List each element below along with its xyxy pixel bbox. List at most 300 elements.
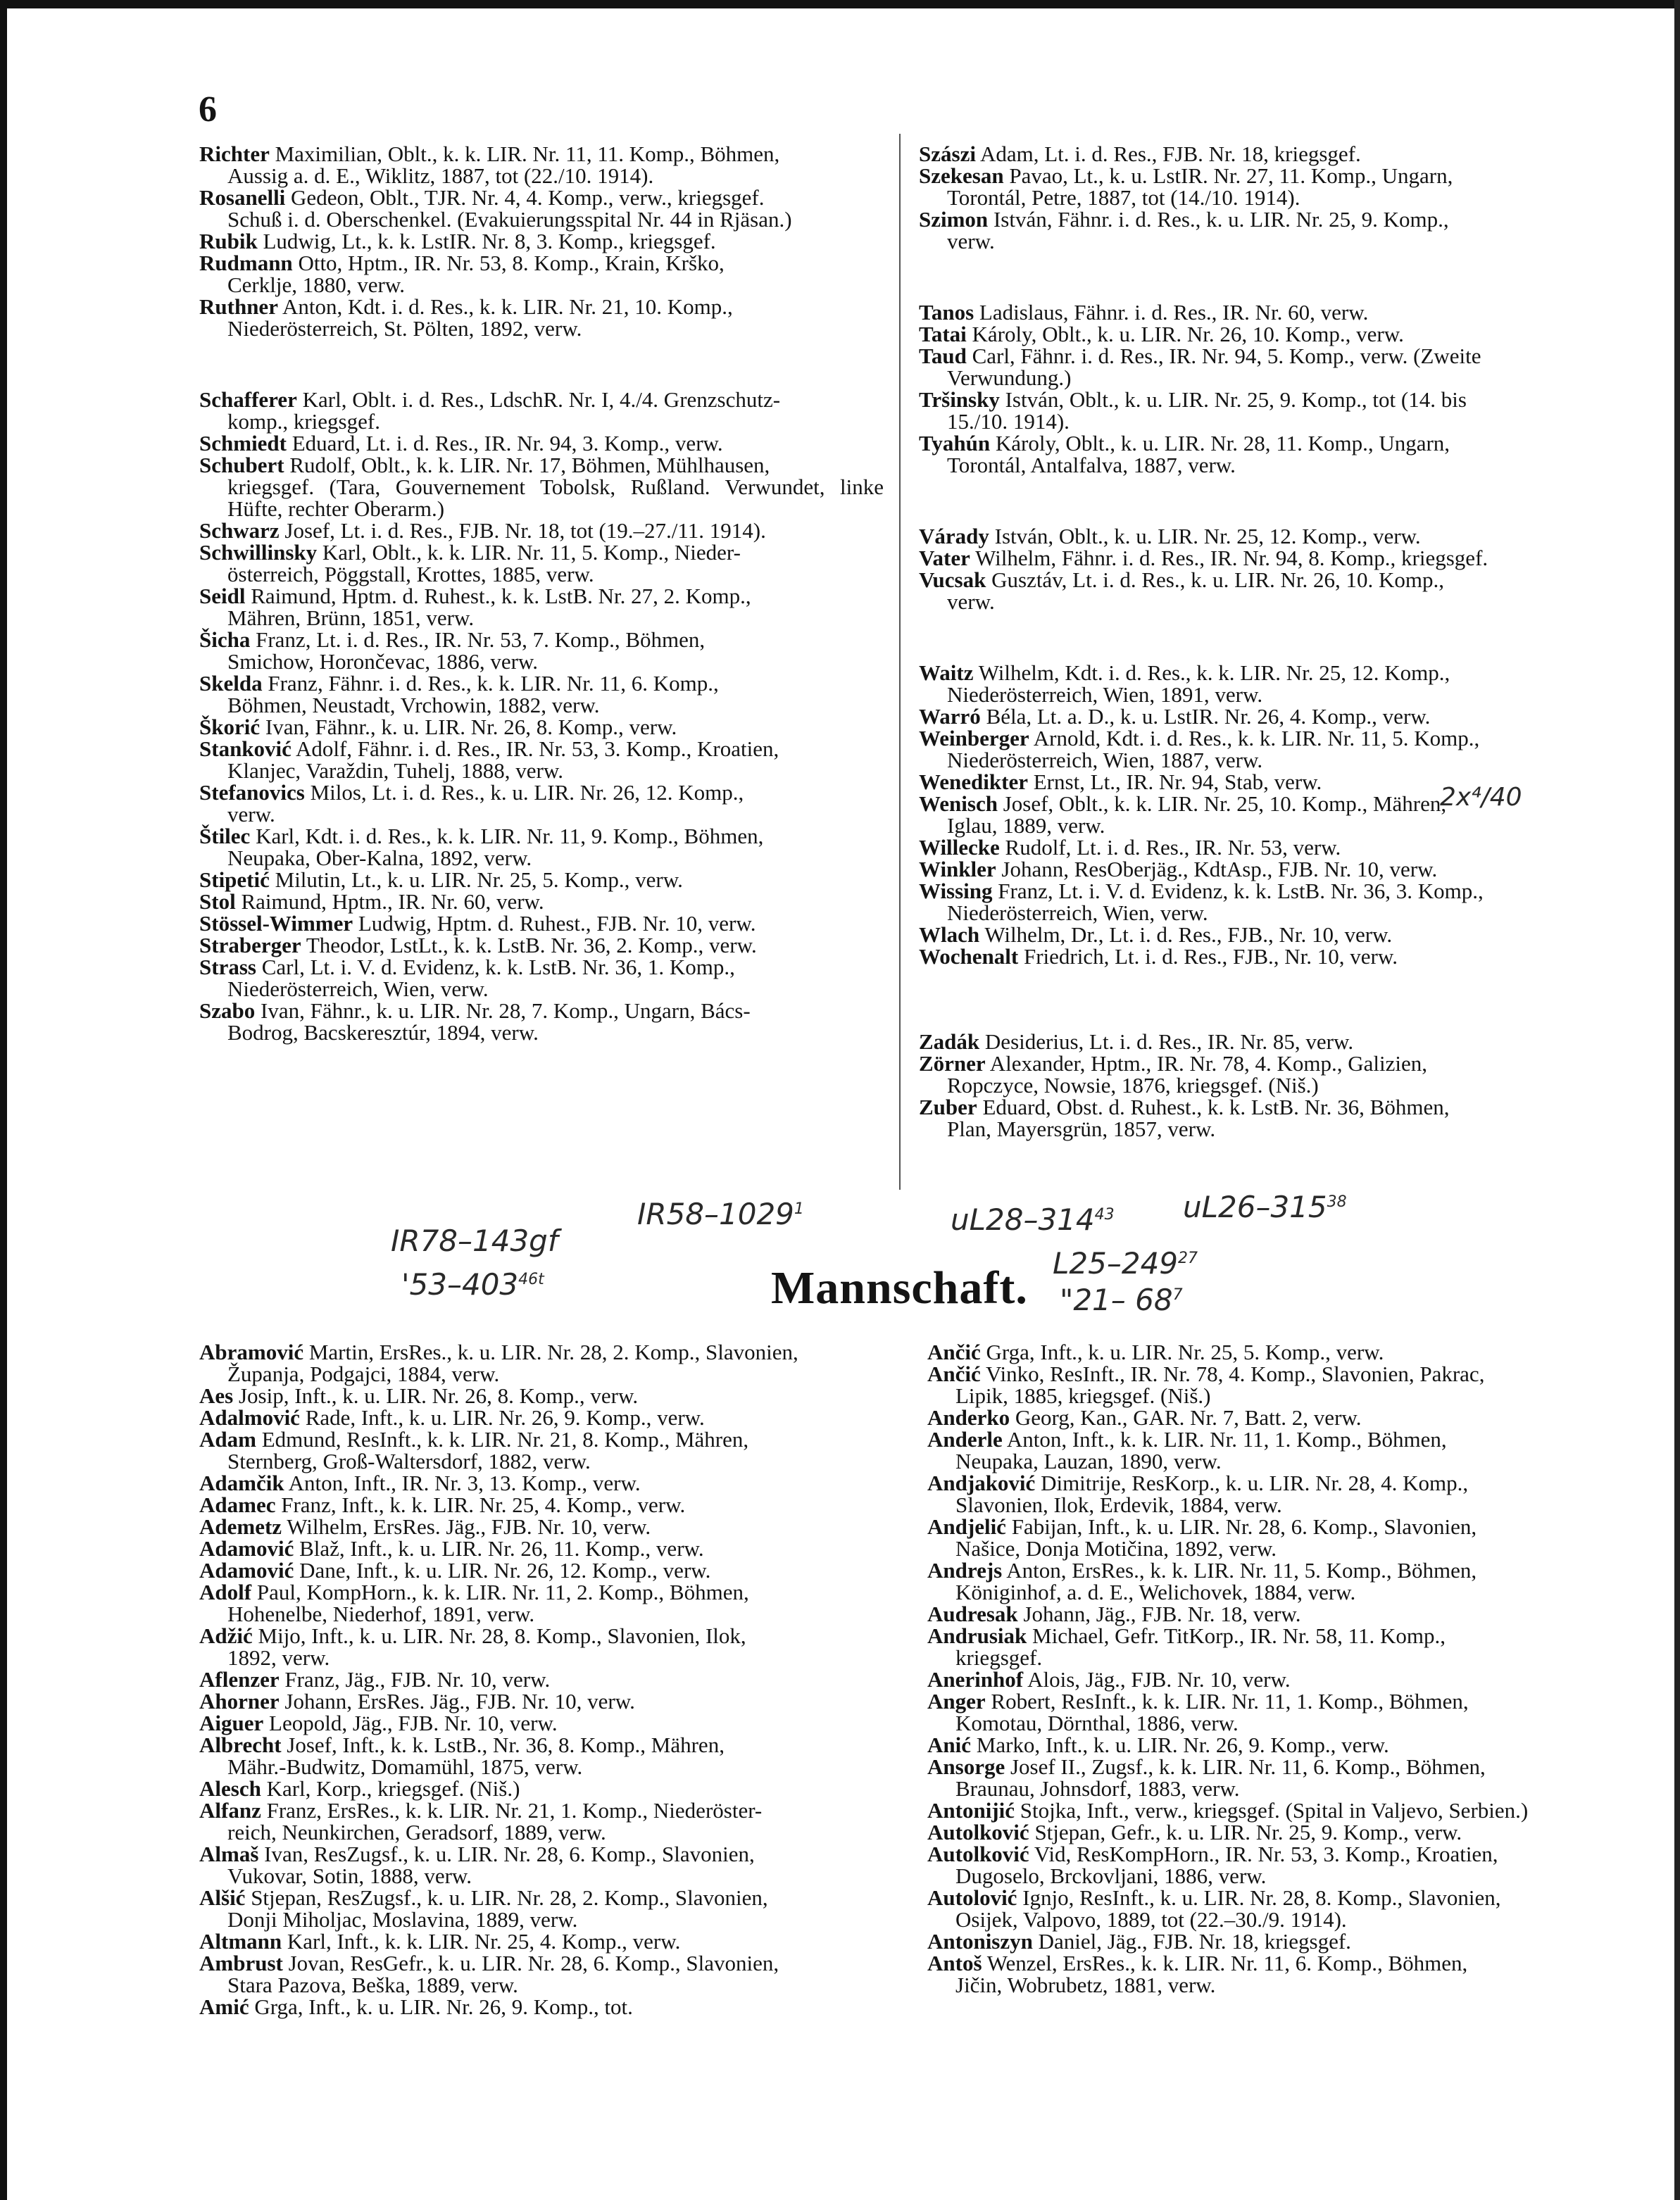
list-entry [199,1428,903,1472]
entry-surname: Adžić [199,1623,253,1648]
entry-continuation: Vukovar, Sotin, 1888, verw. [227,1863,472,1888]
list-entry [919,525,1616,547]
list-entry [919,727,1616,771]
entry-surname: Richter [199,142,270,166]
list-entry [927,1734,1617,1756]
entry-surname: Autolković [927,1820,1029,1844]
entry-details: Martin, ErsRes., k. u. LIR. Nr. 28, 2. Komp., Slavonien, [308,1340,798,1364]
entry-continuation: Niederösterreich, Wien, 1891, verw. [947,682,1263,707]
list-entry [199,541,884,585]
entry-surname: Zörner [919,1051,986,1076]
entry-continuation: Našice, Donja Motičina, 1892, verw. [955,1536,1277,1561]
entry-continuation: Dugoselo, Brckovljani, 1886, verw. [955,1863,1267,1888]
entry-details: István, Oblt., k. u. LIR. Nr. 25, 12. Komp., verw. [994,524,1421,548]
entry-details: Stjepan, Gefr., k. u. LIR. Nr. 25, 9. Komp., verw. [1034,1820,1462,1844]
entry-continuation: Mähr.-Budwitz, Domamühl, 1875, verw. [227,1754,583,1779]
entry-details: Rudolf, Oblt., k. k. LIR. Nr. 17, Böhmen, Mühlhausen, [289,453,770,477]
list-entry [199,1996,903,2018]
entry-continuation: Verwundung.) [947,365,1072,390]
entry-surname: Adolf [199,1580,252,1604]
entry-surname: Schmiedt [199,431,287,455]
entry-continuation: Neupaka, Ober-Kalna, 1892, verw. [227,846,532,870]
entry-details: Pavao, Lt., k. u. LstIR. Nr. 27, 11. Komp., Ungarn, [1009,163,1453,188]
entry-continuation: komp., kriegsgef. [227,409,380,434]
entry-surname: Anderko [927,1405,1010,1430]
list-entry [927,1821,1617,1843]
entry-surname: Schwillinsky [199,540,318,565]
entry-continuation: Jičin, Wobrubetz, 1881, verw. [955,1973,1216,1997]
entry-surname: Szászi [919,142,976,166]
entry-surname: Šicha [199,627,251,652]
entry-details: Károly, Oblt., k. u. LIR. Nr. 28, 11. Komp., Ungarn, [995,431,1450,455]
entry-continuation: Donji Miholjac, Moslavina, 1889, verw. [227,1907,578,1932]
entry-details: István, Oblt., k. u. LIR. Nr. 25, 9. Komp., tot (14. bis [1005,387,1467,412]
entry-continuation: Iglau, 1889, verw. [947,813,1105,838]
list-entry [919,880,1616,924]
entry-surname: Audresak [927,1602,1018,1626]
list-entry [199,1799,903,1843]
scan-border-right [1674,0,1680,2200]
list-entry [927,1341,1617,1363]
entry-details: Anton, Inft., IR. Nr. 3, 13. Komp., verw. [288,1471,641,1495]
list-entry [919,705,1616,727]
entry-surname: Tyahún [919,431,991,455]
list-entry [199,296,884,339]
entry-details: Anton, ErsRes., k. k. LIR. Nr. 11, 5. Komp., Böhmen, [1006,1558,1477,1583]
entry-surname: Ančić [927,1362,981,1386]
entry-details: Blaž, Inft., k. u. LIR. Nr. 26, 11. Komp., verw. [299,1536,704,1561]
entry-continuation: Aussig a. d. E., Wiklitz, 1887, tot (22./10. 1914). [227,163,654,188]
list-entry [199,738,884,781]
entry-continuation: Torontál, Petre, 1887, tot (14./10. 1914). [947,185,1300,210]
list-entry [199,454,884,520]
entry-surname: Alesch [199,1776,261,1801]
entry-details: Raimund, Hptm., IR. Nr. 60, verw. [241,889,544,914]
entry-details: Alois, Jäg., FJB. Nr. 10, verw. [1027,1667,1291,1692]
entry-details: Leopold, Jäg., FJB. Nr. 10, verw. [269,1711,558,1735]
men-right-column [927,1341,1617,1996]
entry-details: Franz, ErsRes., k. k. LIR. Nr. 21, 1. Komp., Niederöster- [266,1798,763,1823]
entry-details: Ludwig, Hptm. d. Ruhest., FJB. Nr. 10, verw. [358,911,756,936]
entry-continuation: Niederösterreich, Wien, 1887, verw. [947,748,1263,772]
entry-surname: Szekesan [919,163,1004,188]
entry-continuation: kriegsgef. [955,1645,1043,1670]
entry-details: Karl, Oblt. i. d. Res., LdschR. Nr. I, 4./4. Grenzschutz- [302,387,781,412]
handwritten-note: 2x⁴/40 [1440,783,1522,812]
handwritten-note: $uL26-315^{38}$ [1183,1190,1347,1224]
list-entry [919,547,1616,569]
entry-surname: Willecke [919,835,1000,860]
entry-continuation: Komotau, Dörnthal, 1886, verw. [955,1711,1239,1735]
list-entry [199,1843,903,1887]
entry-surname: Schubert [199,453,284,477]
handwritten-note: "21– $68^7$ [1060,1283,1183,1317]
entry-details: Vid, ResKompHorn., IR. Nr. 53, 3. Komp., Kroatien, [1034,1842,1498,1866]
list-entry [199,672,884,716]
entry-surname: Wenedikter [919,769,1028,794]
entry-surname: Wochenalt [919,944,1019,969]
list-entry [199,1494,903,1516]
entry-details: Josef, Oblt., k. k. LIR. Nr. 25, 10. Komp., Mähren, [1003,791,1447,816]
list-entry [919,208,1616,252]
list-entry [919,345,1616,389]
entry-surname: Wissing [919,879,993,903]
entry-surname: Anerinhof [927,1667,1024,1692]
entry-details: Stjepan, ResZugsf., k. u. LIR. Nr. 28, 2. Komp., Slavonien, [251,1885,768,1910]
entry-details: Béla, Lt. a. D., k. u. LstIR. Nr. 26, 4. Komp., verw. [986,704,1431,729]
officers-left-column [199,143,884,1043]
entry-surname: Vucsak [919,567,986,592]
entry-surname: Stanković [199,736,292,761]
list-entry [199,781,884,825]
entry-details: István, Fähnr. i. d. Res., k. u. LIR. Nr. 25, 9. Komp., [993,207,1449,232]
list-entry [927,1799,1617,1821]
entry-details: Milos, Lt. i. d. Res., k. u. LIR. Nr. 26, 12. Komp., [310,780,744,805]
entry-surname: Ančić [927,1340,981,1364]
entry-surname: Warró [919,704,981,729]
entry-continuation: Niederösterreich, St. Pölten, 1892, verw. [227,316,582,341]
entry-details: Franz, Lt. i. V. d. Evidenz, k. k. LstB. Nr. 36, 3. Komp., [998,879,1484,903]
list-entry [927,1668,1617,1690]
list-entry [199,1930,903,1952]
list-entry [199,389,884,432]
entry-surname: Altmann [199,1929,282,1954]
entry-continuation: Plan, Mayersgrün, 1857, verw. [947,1117,1216,1141]
entry-details: Ignjo, ResInft., k. u. LIR. Nr. 28, 8. Komp., Slavonien, [1022,1885,1501,1910]
entry-surname: Adamović [199,1558,294,1583]
entry-continuation: verw. [947,589,995,614]
entry-continuation: 15./10. 1914). [947,409,1070,434]
column-divider [899,134,901,1190]
entry-surname: Szimon [919,207,989,232]
list-entry [199,1712,903,1734]
list-entry [199,1385,903,1407]
list-entry [927,1407,1617,1428]
entry-details: Johann, ResOberjäg., KdtAsp., FJB. Nr. 10, verw. [1001,857,1438,881]
entry-details: Gedeon, Oblt., TJR. Nr. 4, 4. Komp., verw., kriegsgef. [291,185,765,210]
entry-surname: Adamović [199,1536,294,1561]
entry-details: Arnold, Kdt. i. d. Res., k. k. LIR. Nr. 11, 5. Komp., [1033,726,1480,750]
entry-details: Stojka, Inft., verw., kriegsgef. (Spital in Valjevo, Serbien.) [1020,1798,1529,1823]
list-entry [199,585,884,629]
entry-details: Jovan, ResGefr., k. u. LIR. Nr. 28, 6. Komp., Slavonien, [288,1951,779,1975]
list-entry [919,143,1616,165]
entry-continuation: Sternberg, Groß-Waltersdorf, 1882, verw. [227,1449,591,1473]
list-entry [927,1516,1617,1559]
entry-details: Josef, Inft., k. k. LstB., Nr. 36, 8. Komp., Mähren, [287,1733,725,1757]
list-entry [927,1363,1617,1407]
list-entry [199,1538,903,1559]
entry-details: Wilhelm, Dr., Lt. i. d. Res., FJB., Nr. 10, verw. [984,922,1393,947]
entry-surname: Winkler [919,857,996,881]
list-entry [199,629,884,672]
entry-details: Ivan, Fähnr., k. u. LIR. Nr. 26, 8. Komp., verw. [265,715,677,739]
entry-continuation: verw. [947,229,995,253]
entry-continuation: Cerklje, 1880, verw. [227,272,405,297]
list-entry [199,716,884,738]
entry-surname: Stefanovics [199,780,305,805]
entry-surname: Schwarz [199,518,280,543]
list-entry [927,1952,1617,1996]
list-entry [919,1052,1616,1096]
handwritten-note: $uL28-314^{43}$ [951,1202,1115,1237]
entry-details: Ernst, Lt., IR. Nr. 94, Stab, verw. [1033,769,1322,794]
entry-details: Paul, KompHorn., k. k. LIR. Nr. 11, 2. Komp., Böhmen, [256,1580,749,1604]
entry-details: Edmund, ResInft., k. k. LIR. Nr. 21, 8. Komp., Mähren, [261,1427,749,1452]
entry-surname: Antonijić [927,1798,1015,1823]
entry-continuation: Hohenelbe, Niederhof, 1891, verw. [227,1602,535,1626]
entry-details: Theodor, LstLt., k. k. LstB. Nr. 36, 2. Komp., verw. [306,933,757,957]
entry-details: Maximilian, Oblt., k. k. LIR. Nr. 11, 11. Komp., Böhmen, [275,142,780,166]
entry-surname: Antoš [927,1951,982,1975]
list-entry [199,1407,903,1428]
entry-surname: Zuber [919,1095,977,1119]
list-entry [927,1603,1617,1625]
entry-surname: Taud [919,344,967,368]
handwritten-note: $L25-249^{27}$ [1053,1246,1198,1281]
list-entry [199,1000,884,1043]
list-entry [927,1843,1617,1887]
entry-surname: Amić [199,1994,249,2019]
entry-surname: Ahorner [199,1689,280,1714]
entry-surname: Zadák [919,1029,980,1054]
section-title: Mannschaft. [771,1262,1028,1314]
entry-details: Alexander, Hptm., IR. Nr. 78, 4. Komp., Galizien, [989,1051,1427,1076]
list-entry [199,912,884,934]
entry-surname: Anderle [927,1427,1003,1452]
entry-continuation: Niederösterreich, Wien, verw. [947,900,1208,925]
list-entry [919,945,1616,967]
entry-surname: Ruthner [199,294,278,319]
entry-continuation: Ropczyce, Nowsie, 1876, kriegsgef. (Niš.) [947,1073,1319,1098]
list-entry [919,569,1616,612]
entry-details: Rudolf, Lt. i. d. Res., IR. Nr. 53, verw. [1005,835,1341,860]
entry-details: Grga, Inft., k. u. LIR. Nr. 25, 5. Komp., verw. [986,1340,1384,1364]
list-entry [927,1428,1617,1472]
entry-details: Josef II., Zugsf., k. k. LIR. Nr. 11, 6. Komp., Böhmen, [1010,1754,1486,1779]
entry-continuation: österreich, Pöggstall, Krottes, 1885, verw. [227,562,594,586]
entry-surname: Rosanelli [199,185,286,210]
entry-surname: Waitz [919,660,974,685]
entry-continuation: Smichow, Horončevac, 1886, verw. [227,649,539,674]
entry-surname: Autolović [927,1885,1017,1910]
entry-details: Wilhelm, Kdt. i. d. Res., k. k. LIR. Nr. 25, 12. Komp., [978,660,1450,685]
list-entry [199,432,884,454]
entry-continuation: Braunau, Johnsdorf, 1883, verw. [955,1776,1240,1801]
entry-details: Wilhelm, Fähnr. i. d. Res., IR. Nr. 94, 8. Komp., kriegsgef. [975,546,1488,570]
entry-surname: Straberger [199,933,301,957]
list-entry [199,1778,903,1799]
entry-details: Wenzel, ErsRes., k. k. LIR. Nr. 11, 6. Komp., Böhmen, [986,1951,1468,1975]
entry-continuation: Osijek, Valpovo, 1889, tot (22.–30./9. 1914). [955,1907,1347,1932]
entry-surname: Andjelić [927,1514,1006,1539]
entry-details: Mijo, Inft., k. u. LIR. Nr. 28, 8. Komp., Slavonien, Ilok, [258,1623,746,1648]
entry-details: Vinko, ResInft., IR. Nr. 78, 4. Komp., Slavonien, Pakrac, [985,1362,1485,1386]
handwritten-note: '$53-403^{46t}$ [401,1267,544,1302]
entry-surname: Štilec [199,824,251,848]
entry-surname: Albrecht [199,1733,282,1757]
entry-details: Karl, Inft., k. k. LIR. Nr. 25, 4. Komp., verw. [287,1929,681,1954]
men-left-column [199,1341,903,2018]
entry-surname: Almaš [199,1842,259,1866]
entry-continuation: kriegsgef. (Tara, Gouvernement Tobolsk, Rußland. Verwundet, linke Hüfte, rechter Oberarm.) [227,474,884,521]
entry-surname: Autolković [927,1842,1029,1866]
entry-continuation: Bodrog, Bacskeresztúr, 1894, verw. [227,1020,539,1045]
entry-details: Fabijan, Inft., k. u. LIR. Nr. 28, 6. Komp., Slavonien, [1011,1514,1477,1539]
list-entry [199,1734,903,1778]
entry-details: Károly, Oblt., k. u. LIR. Nr. 26, 10. Komp., verw. [972,322,1404,346]
entry-details: Josef, Lt. i. d. Res., FJB. Nr. 18, tot (19.–27./11. 1914). [284,518,766,543]
list-entry [199,1472,903,1494]
entry-details: Gusztáv, Lt. i. d. Res., k. u. LIR. Nr. 26, 10. Komp., [991,567,1445,592]
entry-surname: Ambrust [199,1951,283,1975]
entry-details: Georg, Kan., GAR. Nr. 7, Batt. 2, verw. [1015,1405,1362,1430]
entry-surname: Ansorge [927,1754,1005,1779]
officers-right-column [919,143,1616,1140]
list-entry [919,165,1616,208]
list-entry [927,1472,1617,1516]
list-entry [927,1625,1617,1668]
entry-surname: Szabo [199,998,256,1023]
entry-details: Desiderius, Lt. i. d. Res., IR. Nr. 85, verw. [984,1029,1354,1054]
entry-details: Friedrich, Lt. i. d. Res., FJB., Nr. 10, verw. [1023,944,1398,969]
entry-details: Michael, Gefr. TitKorp., IR. Nr. 58, 11. Komp., [1032,1623,1446,1648]
entry-details: Daniel, Jäg., FJB. Nr. 18, kriegsgef. [1038,1929,1351,1954]
entry-continuation: 1892, verw. [227,1645,330,1670]
list-entry [199,1690,903,1712]
scan-border-left [0,0,7,2200]
entry-details: Robert, ResInft., k. k. LIR. Nr. 11, 1. Komp., Böhmen, [991,1689,1469,1714]
entry-continuation: Niederösterreich, Wien, verw. [227,976,489,1001]
entry-surname: Anger [927,1689,986,1714]
entry-surname: Várady [919,524,989,548]
list-entry [199,1952,903,1996]
entry-continuation: Županja, Podgajci, 1884, verw. [227,1362,500,1386]
list-entry [199,1341,903,1385]
entry-surname: Stol [199,889,236,914]
entry-surname: Adam [199,1427,256,1452]
entry-surname: Weinberger [919,726,1029,750]
handwritten-note: IR78–143gf [391,1224,558,1258]
handwritten-note: IR58–1029$^1$ [637,1197,804,1231]
list-entry [919,389,1616,432]
entry-surname: Tatai [919,322,967,346]
entry-surname: Ademetz [199,1514,282,1539]
entry-continuation: Slavonien, Ilok, Erdevik, 1884, verw. [955,1492,1282,1517]
entry-details: Rade, Inft., k. u. LIR. Nr. 26, 9. Komp., verw. [305,1405,705,1430]
list-entry [199,1516,903,1538]
entry-surname: Schafferer [199,387,297,412]
scan-border-top [0,0,1680,8]
entry-details: Karl, Korp., kriegsgef. (Niš.) [266,1776,520,1801]
entry-surname: Adamčik [199,1471,284,1495]
entry-surname: Abramović [199,1340,304,1364]
entry-details: Adam, Lt. i. d. Res., FJB. Nr. 18, kriegsgef. [979,142,1361,166]
entry-surname: Vater [919,546,970,570]
entry-surname: Adalmović [199,1405,300,1430]
entry-details: Ludwig, Lt., k. k. LstIR. Nr. 8, 3. Komp., kriegsgef. [263,229,716,253]
list-entry [199,143,884,187]
entry-details: Franz, Lt. i. d. Res., IR. Nr. 53, 7. Komp., Böhmen, [256,627,706,652]
entry-details: Carl, Fähnr. i. d. Res., IR. Nr. 94, 5. Komp., verw. (Zweite [972,344,1481,368]
entry-details: Ivan, ResZugsf., k. u. LIR. Nr. 28, 6. Komp., Slavonien, [264,1842,755,1866]
list-entry [919,836,1616,858]
entry-details: Grga, Inft., k. u. LIR. Nr. 26, 9. Komp., tot. [254,1994,633,2019]
entry-surname: Stipetić [199,867,270,892]
entry-details: Dane, Inft., k. u. LIR. Nr. 26, 12. Komp., verw. [299,1558,711,1583]
entry-continuation: reich, Neunkirchen, Geradsorf, 1889, verw. [227,1820,606,1844]
entry-details: Raimund, Hptm. d. Ruhest., k. k. LstB. Nr. 27, 2. Komp., [251,584,751,608]
page-number: 6 [199,89,217,130]
entry-details: Dimitrije, ResKorp., k. u. LIR. Nr. 28, 4. Komp., [1041,1471,1469,1495]
entry-surname: Strass [199,955,256,979]
entry-continuation: Mähren, Brünn, 1851, verw. [227,605,475,630]
entry-surname: Rudmann [199,251,293,275]
entry-details: Karl, Kdt. i. d. Res., k. k. LIR. Nr. 11, 9. Komp., Böhmen, [256,824,764,848]
entry-surname: Wenisch [919,791,998,816]
list-entry [199,956,884,1000]
list-entry [919,1096,1616,1140]
list-entry [919,924,1616,945]
list-entry [927,1756,1617,1799]
entry-details: Ladislaus, Fähnr. i. d. Res., IR. Nr. 60, verw. [979,300,1369,325]
entry-continuation: Stara Pazova, Beška, 1889, verw. [227,1973,518,1997]
entry-continuation: Lipik, 1885, kriegsgef. (Niš.) [955,1383,1211,1408]
entry-surname: Andjaković [927,1471,1036,1495]
list-entry [199,187,884,230]
entry-surname: Stössel-Wimmer [199,911,353,936]
entry-details: Franz, Fähnr. i. d. Res., k. k. LIR. Nr. 11, 6. Komp., [268,671,719,696]
entry-details: Johann, Jäg., FJB. Nr. 18, verw. [1023,1602,1301,1626]
list-entry [199,230,884,252]
entry-details: Franz, Jäg., FJB. Nr. 10, verw. [284,1667,551,1692]
entry-details: Adolf, Fähnr. i. d. Res., IR. Nr. 53, 3. Komp., Kroatien, [295,736,779,761]
entry-surname: Seidl [199,584,246,608]
entry-surname: Rubik [199,229,258,253]
list-entry [927,1887,1617,1930]
entry-continuation: Königinhof, a. d. E., Welichovek, 1884, verw. [955,1580,1356,1604]
entry-details: Eduard, Lt. i. d. Res., IR. Nr. 94, 3. Komp., verw. [292,431,723,455]
entry-surname: Aflenzer [199,1667,280,1692]
list-entry [927,1559,1617,1603]
entry-surname: Wlach [919,922,980,947]
list-entry [919,432,1616,476]
entry-details: Carl, Lt. i. V. d. Evidenz, k. k. LstB. Nr. 36, 1. Komp., [261,955,735,979]
entry-details: Josip, Inft., k. u. LIR. Nr. 26, 8. Komp., verw. [238,1383,639,1408]
entry-continuation: Klanjec, Varaždin, Tuhelj, 1888, verw. [227,758,563,783]
list-entry [927,1930,1617,1952]
entry-details: Eduard, Obst. d. Ruhest., k. k. LstB. Nr. 36, Böhmen, [982,1095,1450,1119]
entry-surname: Skelda [199,671,263,696]
list-entry [199,1887,903,1930]
entry-details: Anton, Inft., k. k. LIR. Nr. 11, 1. Komp., Böhmen, [1006,1427,1447,1452]
entry-details: Marko, Inft., k. u. LIR. Nr. 26, 9. Komp., verw. [976,1733,1389,1757]
list-entry [199,1625,903,1668]
entry-surname: Aes [199,1383,234,1408]
entry-details: Ivan, Fähnr., k. u. LIR. Nr. 28, 7. Komp., Ungarn, Bács- [261,998,751,1023]
list-entry [919,301,1616,323]
entry-continuation: verw. [227,802,275,826]
entry-surname: Aiguer [199,1711,264,1735]
list-entry [199,934,884,956]
list-entry [199,1559,903,1581]
list-entry [919,662,1616,705]
entry-surname: Adamec [199,1492,276,1517]
list-entry [919,1031,1616,1052]
entry-surname: Anić [927,1733,971,1757]
list-entry [199,252,884,296]
entry-surname: Andrusiak [927,1623,1027,1648]
